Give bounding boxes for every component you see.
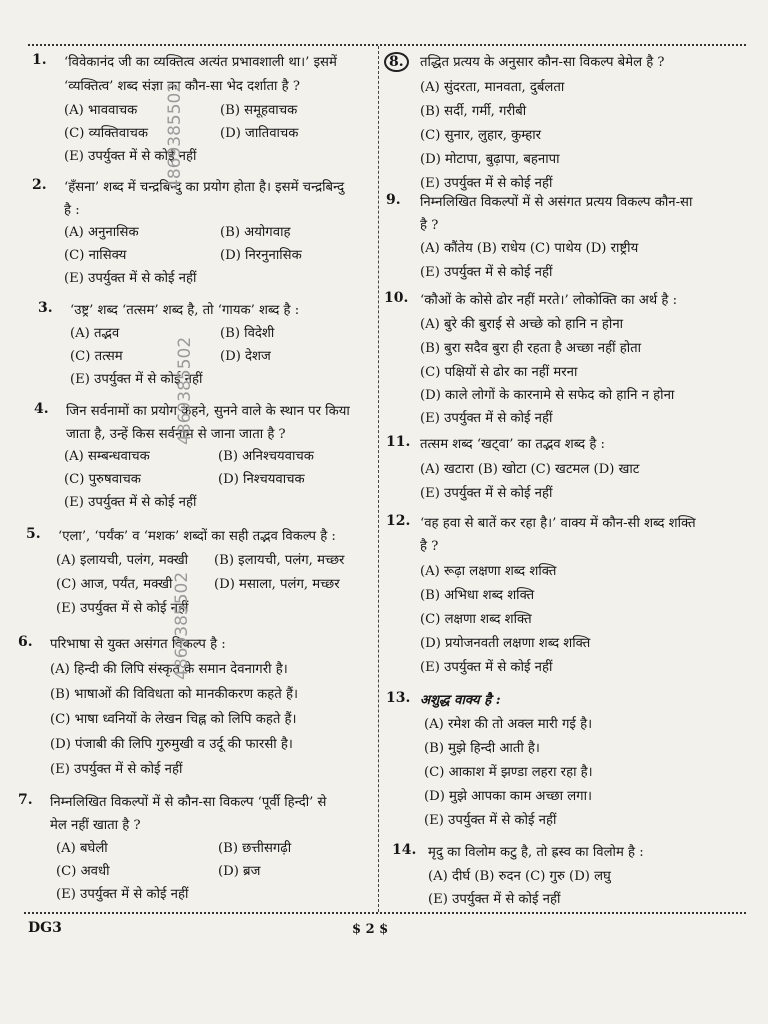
bottom-border (24, 912, 746, 914)
circled-number: 8. (384, 52, 409, 72)
stamp-number: 4869385502 (165, 81, 185, 190)
column-divider (378, 46, 379, 912)
paper-code: DG3 (28, 920, 62, 936)
stamp-number: 4869385502 (175, 336, 195, 445)
page-number: $ 2 $ (352, 922, 389, 937)
stamp-number: 4869385502 (172, 571, 192, 680)
top-border (28, 44, 746, 46)
